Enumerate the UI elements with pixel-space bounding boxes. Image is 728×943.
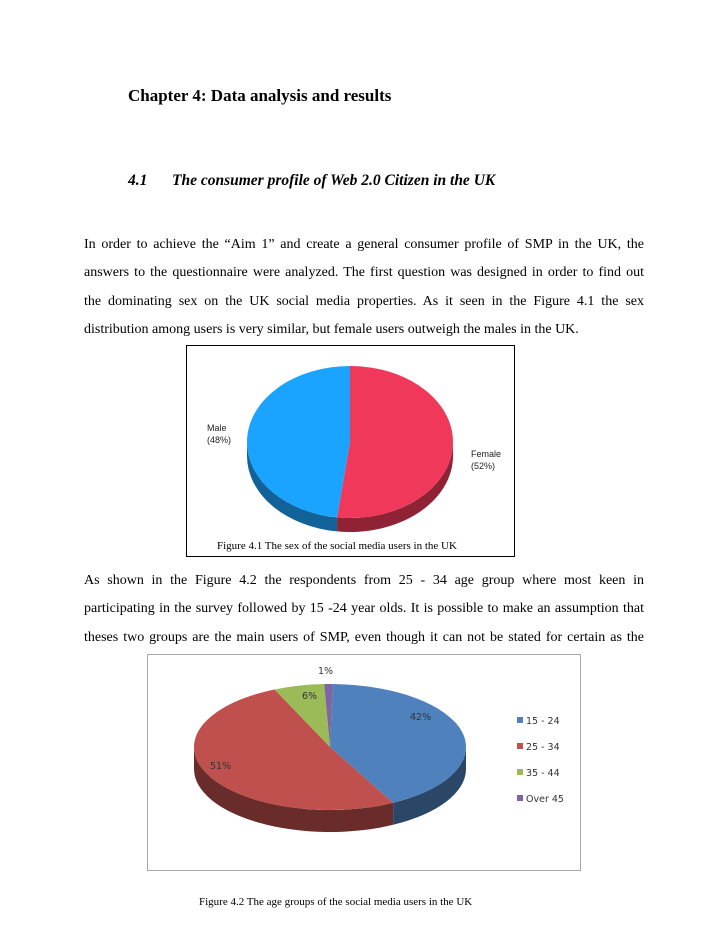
paragraph-2 <box>84 567 644 652</box>
paragraph-line: distribution among users is very similar, but female users outweigh the males in the UK. <box>84 321 579 337</box>
paragraph-line: participating in the survey followed by 15 -24 year olds. It is possible to make an assumption that <box>84 601 644 617</box>
legend-label-15-24: 15 - 24 <box>526 716 560 727</box>
paragraph-line: As shown in the Figure 4.2 the respondents from 25 - 34 age group where most keen in <box>84 573 644 588</box>
sex-pie-chart <box>187 346 514 556</box>
male-label: Male <box>207 423 227 433</box>
legend-swatch-over-45 <box>517 795 523 801</box>
legend-label-25-34: 25 - 34 <box>526 742 560 753</box>
data-label-25-34: 51% <box>210 761 232 772</box>
figure-4-2-caption: Figure 4.2 The age groups of the social media users in the UK <box>199 896 473 908</box>
age-pie-chart <box>148 655 580 870</box>
chapter-title: Chapter 4: Data analysis and results <box>128 86 392 105</box>
paragraph-1 <box>84 231 644 344</box>
paragraph-line: theses two groups are the main users of SMP, even though it can not be stated for certain as the <box>84 629 644 645</box>
section-title: The consumer profile of Web 2.0 Citizen in the UK <box>172 172 496 189</box>
section-number: 4.1 <box>128 172 148 189</box>
paragraph-line: answers to the questionnaire were analyzed. The first question was designed in order to find out <box>84 265 644 281</box>
legend-label-over-45: Over 45 <box>526 794 564 805</box>
male-label: (48%) <box>207 435 232 445</box>
data-label-15-24: 42% <box>410 712 432 723</box>
legend-swatch-25-34 <box>517 743 523 749</box>
paragraph-line: In order to achieve the “Aim 1” and create a general consumer profile of SMP in the UK, the <box>84 237 644 252</box>
figure-4-1-chart <box>186 345 515 557</box>
female-label: Female <box>471 449 502 459</box>
paragraph-line: the dominating sex on the UK social media properties. As it seen in the Figure 4.1 the sex <box>84 293 644 309</box>
legend-label-35-44: 35 - 44 <box>526 768 560 779</box>
data-label-35-44: 6% <box>302 691 318 702</box>
figure-4-2-chart <box>147 654 581 871</box>
female-label: (52%) <box>471 461 496 471</box>
legend-swatch-35-44 <box>517 769 523 775</box>
legend-swatch-15-24 <box>517 717 523 723</box>
data-label-over-45: 1% <box>318 666 334 677</box>
figure-4-1-caption: Figure 4.1 The sex of the social media users in the UK <box>217 540 457 552</box>
